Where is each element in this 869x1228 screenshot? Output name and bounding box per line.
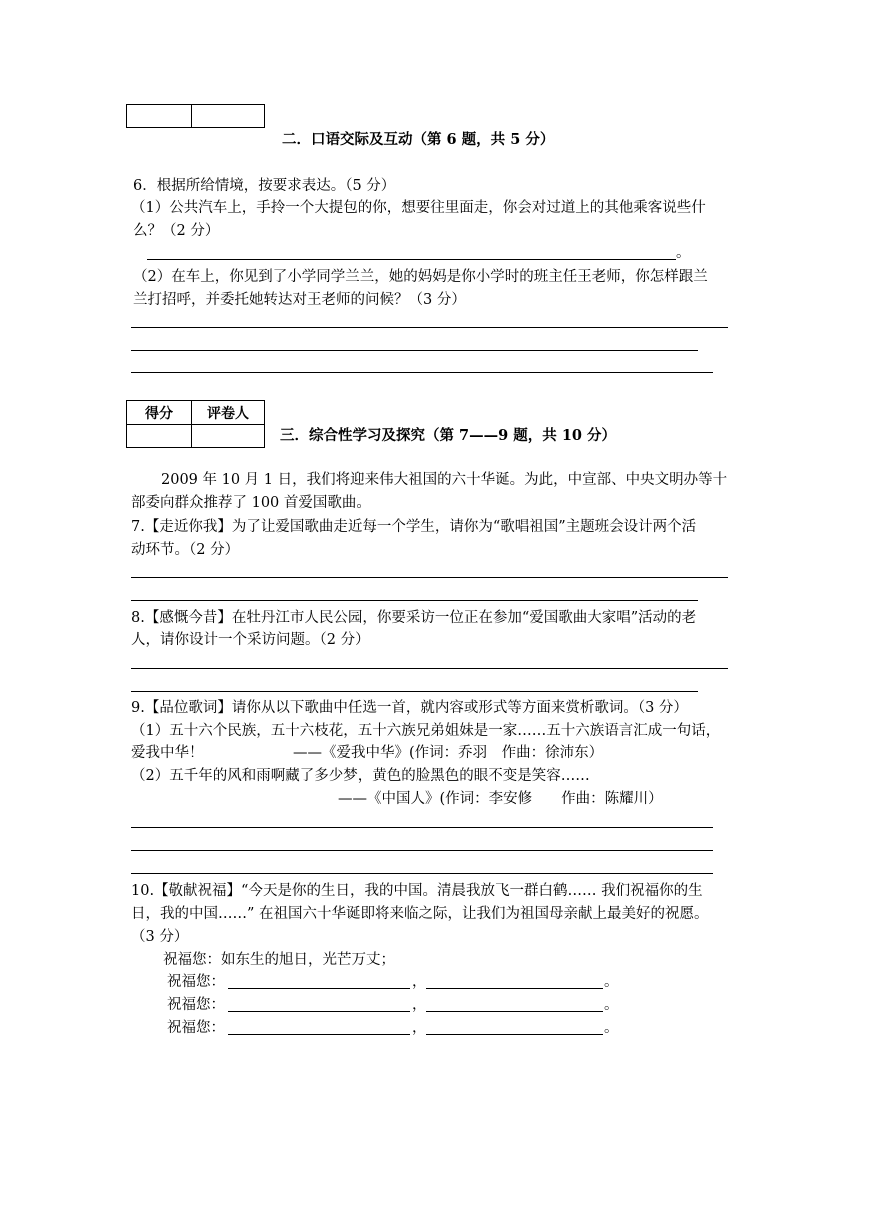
- q6-1-end: 。: [676, 245, 691, 261]
- q9-1-source: ——《爱我中华》(作词：乔羽 作曲：徐沛东）: [293, 745, 604, 761]
- q9-1-line1: （1）五十六个民族，五十六枝花，五十六族兄弟姐妹是一家……五十六族语言汇成一句话，: [131, 723, 721, 739]
- q10-line1: 10.【敬献祝福】“今天是你的生日，我的中国。清晨我放飞一群白鹤…… 我们祝福你的生: [131, 883, 703, 899]
- q9-1-line2: 爱我中华！: [131, 745, 204, 761]
- blessing-label: 祝福您：: [167, 1020, 225, 1036]
- q10-example: 祝福您：如东生的旭日，光芒万丈；: [163, 952, 395, 968]
- blessing-comma: ，: [412, 997, 427, 1013]
- q7-line2: 动环节。（2 分）: [131, 542, 240, 558]
- blessing-period: 。: [604, 974, 619, 990]
- q10-line3: （3 分）: [131, 929, 189, 945]
- grader-label: 评卷人: [192, 401, 265, 425]
- answer-line[interactable]: [131, 827, 713, 828]
- q6-1-line2: 么？（2 分）: [133, 223, 220, 239]
- answer-line[interactable]: [131, 691, 698, 692]
- section3-heading: 三．综合性学习及探究（第 7——9 题，共 10 分）: [280, 427, 617, 444]
- answer-line[interactable]: [131, 850, 713, 851]
- q9-2-source: ——《中国人》(作词：李安修 作曲：陈耀川）: [338, 791, 663, 807]
- q9-line1: 9.【品位歌词】请你从以下歌曲中任选一首，就内容或形式等方面来赏析歌词。（3 分）: [131, 700, 688, 716]
- intro-line2: 部委向群众推荐了 100 首爱国歌曲。: [131, 495, 371, 511]
- blessing-blank[interactable]: [426, 1034, 603, 1035]
- q6-2-line1: （2）在车上，你见到了小学同学兰兰，她的妈妈是你小学时的班主任王老师，你怎样跟兰: [133, 269, 708, 285]
- answer-line[interactable]: [131, 577, 728, 578]
- q9-2-line1: （2）五千年的风和雨啊藏了多少梦，黄色的脸黑色的眼不变是笑容……: [131, 768, 590, 784]
- answer-line[interactable]: [131, 327, 728, 328]
- grader-cell-empty: [192, 105, 265, 128]
- answer-line[interactable]: [131, 668, 728, 669]
- score-table-top: [126, 104, 265, 128]
- answer-line[interactable]: [131, 350, 698, 351]
- q10-line2: 日，我的中国……” 在祖国六十华诞即将来临之际，让我们为祖国母亲献上最美好的祝愿。: [131, 906, 709, 922]
- q7-line1: 7.【走近你我】为了让爱国歌曲走近每一个学生，请你为“歌唱祖国”主题班会设计两个活: [131, 519, 697, 535]
- score-cell[interactable]: [127, 425, 192, 448]
- q6-2-line2: 兰打招呼，并委托她转达对王老师的问候？（3 分）: [133, 292, 466, 308]
- blessing-blank[interactable]: [228, 988, 410, 989]
- blessing-comma: ，: [412, 1020, 427, 1036]
- blessing-blank[interactable]: [228, 1034, 410, 1035]
- score-cell-empty: [127, 105, 192, 128]
- blessing-comma: ，: [412, 974, 427, 990]
- answer-line[interactable]: [131, 873, 713, 874]
- score-table: [126, 400, 265, 448]
- q8-line2: 人，请你设计一个采访问题。（2 分）: [131, 632, 370, 648]
- blessing-blank[interactable]: [426, 1011, 603, 1012]
- blessing-label: 祝福您：: [167, 974, 225, 990]
- q8-line1: 8.【感慨今昔】在牡丹江市人民公园，你要采访一位正在参加“爱国歌曲大家唱”活动的老: [131, 610, 697, 626]
- blessing-blank[interactable]: [228, 1011, 410, 1012]
- q6-1-line1: （1）公共汽车上，手拎一个大提包的你，想要往里面走，你会对过道上的其他乘客说些什: [131, 200, 706, 216]
- blessing-blank[interactable]: [426, 988, 603, 989]
- blessing-label: 祝福您：: [167, 997, 225, 1013]
- intro-line1: 2009 年 10 月 1 日，我们将迎来伟大祖国的六十华诞。为此，中宣部、中央文明办等十: [161, 472, 728, 488]
- answer-line[interactable]: [147, 259, 676, 260]
- score-label: 得分: [127, 401, 192, 425]
- blessing-period: 。: [604, 997, 619, 1013]
- blessing-period: 。: [604, 1020, 619, 1036]
- answer-line[interactable]: [131, 600, 698, 601]
- grader-cell[interactable]: [192, 425, 265, 448]
- answer-line[interactable]: [131, 372, 713, 373]
- q6-stem: 6．根据所给情境，按要求表达。（5 分）: [133, 178, 396, 194]
- section2-heading: 二．口语交际及互动（第 6 题，共 5 分）: [282, 131, 555, 148]
